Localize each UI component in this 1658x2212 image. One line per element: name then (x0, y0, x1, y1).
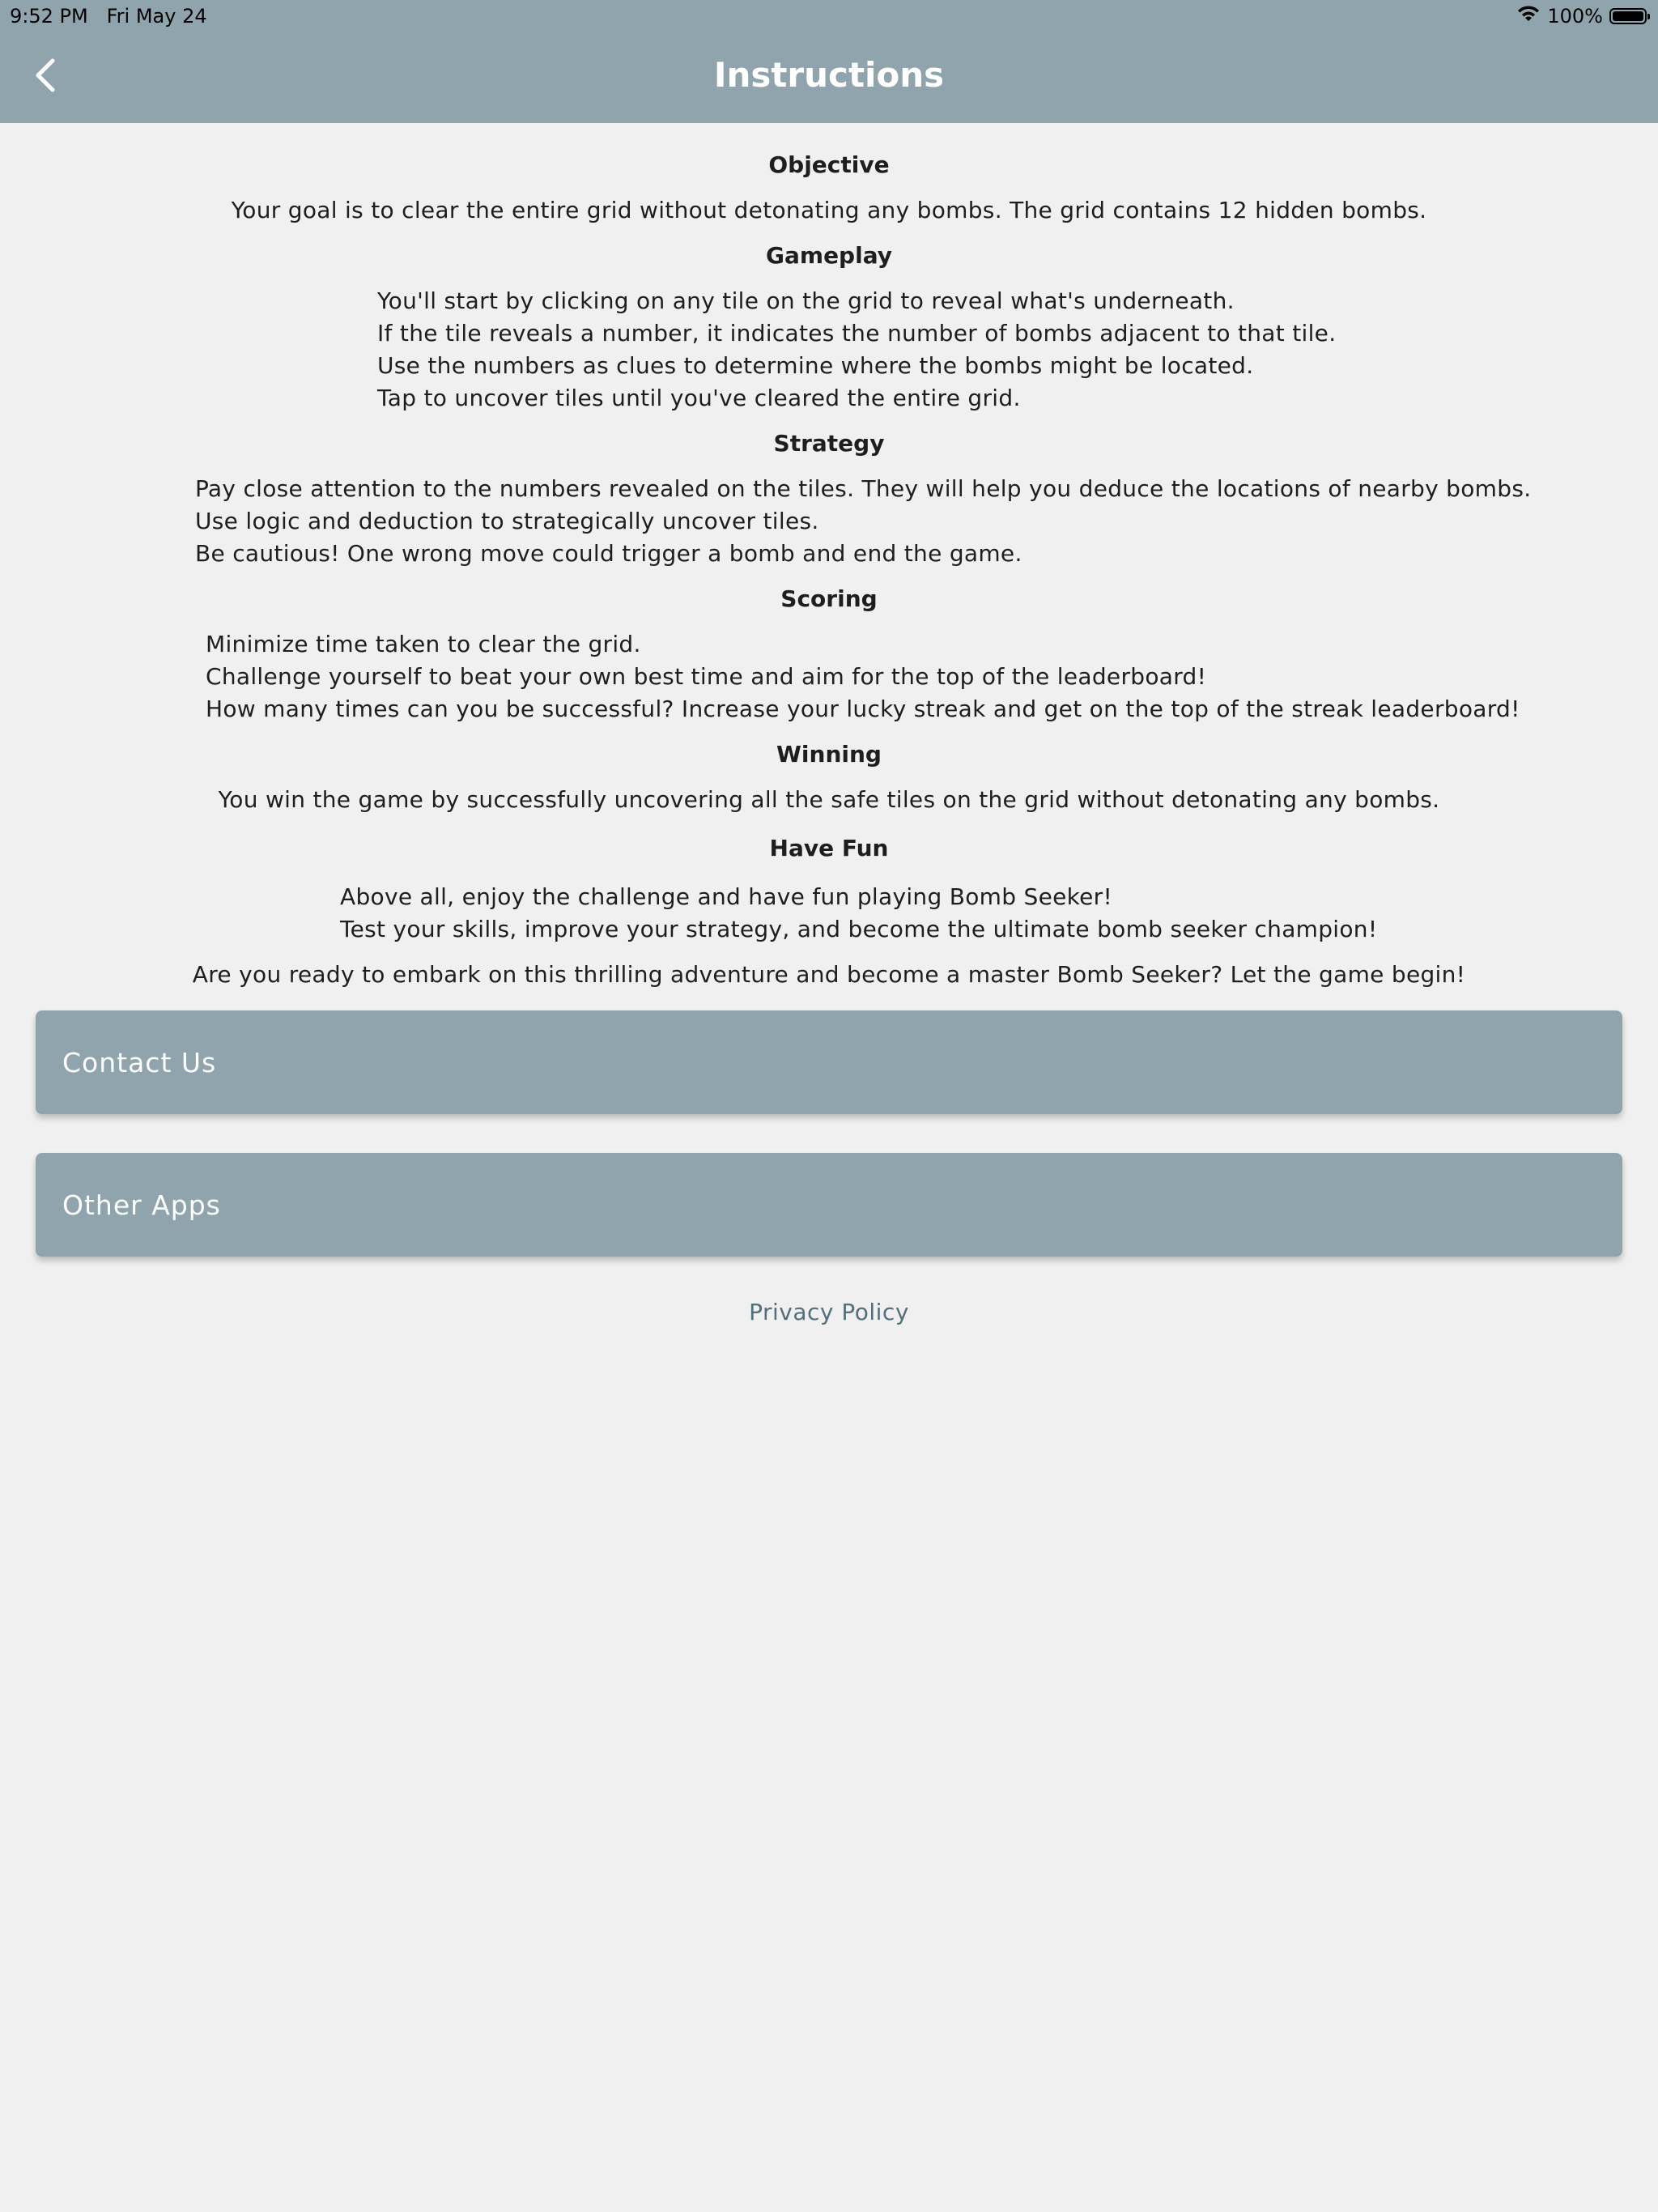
scoring-line: Minimize time taken to clear the grid. (206, 631, 641, 657)
strategy-list (195, 473, 1531, 570)
winning-title: Winning (776, 741, 882, 768)
winning-text: You win the game by successfully uncovering all the safe tiles on the grid without detonating any bombs. (218, 786, 1440, 813)
gameplay-title: Gameplay (766, 242, 892, 269)
other-apps-button[interactable] (36, 1153, 1622, 1257)
scoring-line: How many times can you be successful? Increase your lucky streak and get on the top of the streak leaderboard! (206, 696, 1520, 722)
strategy-title: Strategy (773, 430, 885, 457)
battery-percent: 100% (1547, 5, 1603, 28)
have-fun-list (340, 881, 1377, 946)
gameplay-line: Use the numbers as clues to determine where the bombs might be located. (377, 352, 1254, 379)
gameplay-line: If the tile reveals a number, it indicates the number of bombs adjacent to that tile. (377, 320, 1337, 347)
contact-us-button[interactable] (36, 1010, 1622, 1114)
closing-text: Are you ready to embark on this thrilling adventure and become a master Bomb Seeker? Let the game begin! (192, 961, 1466, 988)
objective-text: Your goal is to clear the entire grid without detonating any bombs. The grid contains 12 hidden bombs. (231, 197, 1427, 223)
header-bar (0, 0, 1658, 123)
status-date: Fri May 24 (106, 5, 207, 28)
have-fun-line: Test your skills, improve your strategy, and become the ultimate bomb seeker champion! (340, 916, 1378, 942)
gameplay-line: Tap to uncover tiles until you've cleared the entire grid. (377, 385, 1021, 411)
status-bar-right (1516, 3, 1647, 29)
gameplay-line: You'll start by clicking on any tile on the grid to reveal what's underneath. (377, 287, 1235, 314)
gameplay-list (377, 285, 1336, 415)
scoring-title: Scoring (780, 585, 878, 612)
strategy-line: Use logic and deduction to strategically uncover tiles. (195, 508, 819, 534)
scoring-line: Challenge yourself to beat your own best time and aim for the top of the leaderboard! (206, 663, 1207, 690)
scoring-list (206, 628, 1520, 725)
strategy-line: Pay close attention to the numbers revealed on the tiles. They will help you deduce the locations of nearby bombs. (195, 475, 1532, 502)
privacy-policy-link[interactable]: Privacy Policy (749, 1299, 909, 1325)
contact-us-label: Contact Us (62, 1046, 217, 1078)
have-fun-line: Above all, enjoy the challenge and have fun playing Bomb Seeker! (340, 883, 1113, 910)
status-time: 9:52 PM (10, 5, 88, 28)
strategy-line: Be cautious! One wrong move could trigger a bomb and end the game. (195, 540, 1022, 567)
have-fun-title: Have Fun (769, 835, 889, 861)
other-apps-label: Other Apps (62, 1189, 221, 1221)
page-title: Instructions (713, 55, 945, 95)
battery-icon (1609, 8, 1647, 24)
objective-title: Objective (768, 151, 890, 178)
wifi-icon (1516, 5, 1541, 28)
status-bar-time (10, 5, 207, 28)
